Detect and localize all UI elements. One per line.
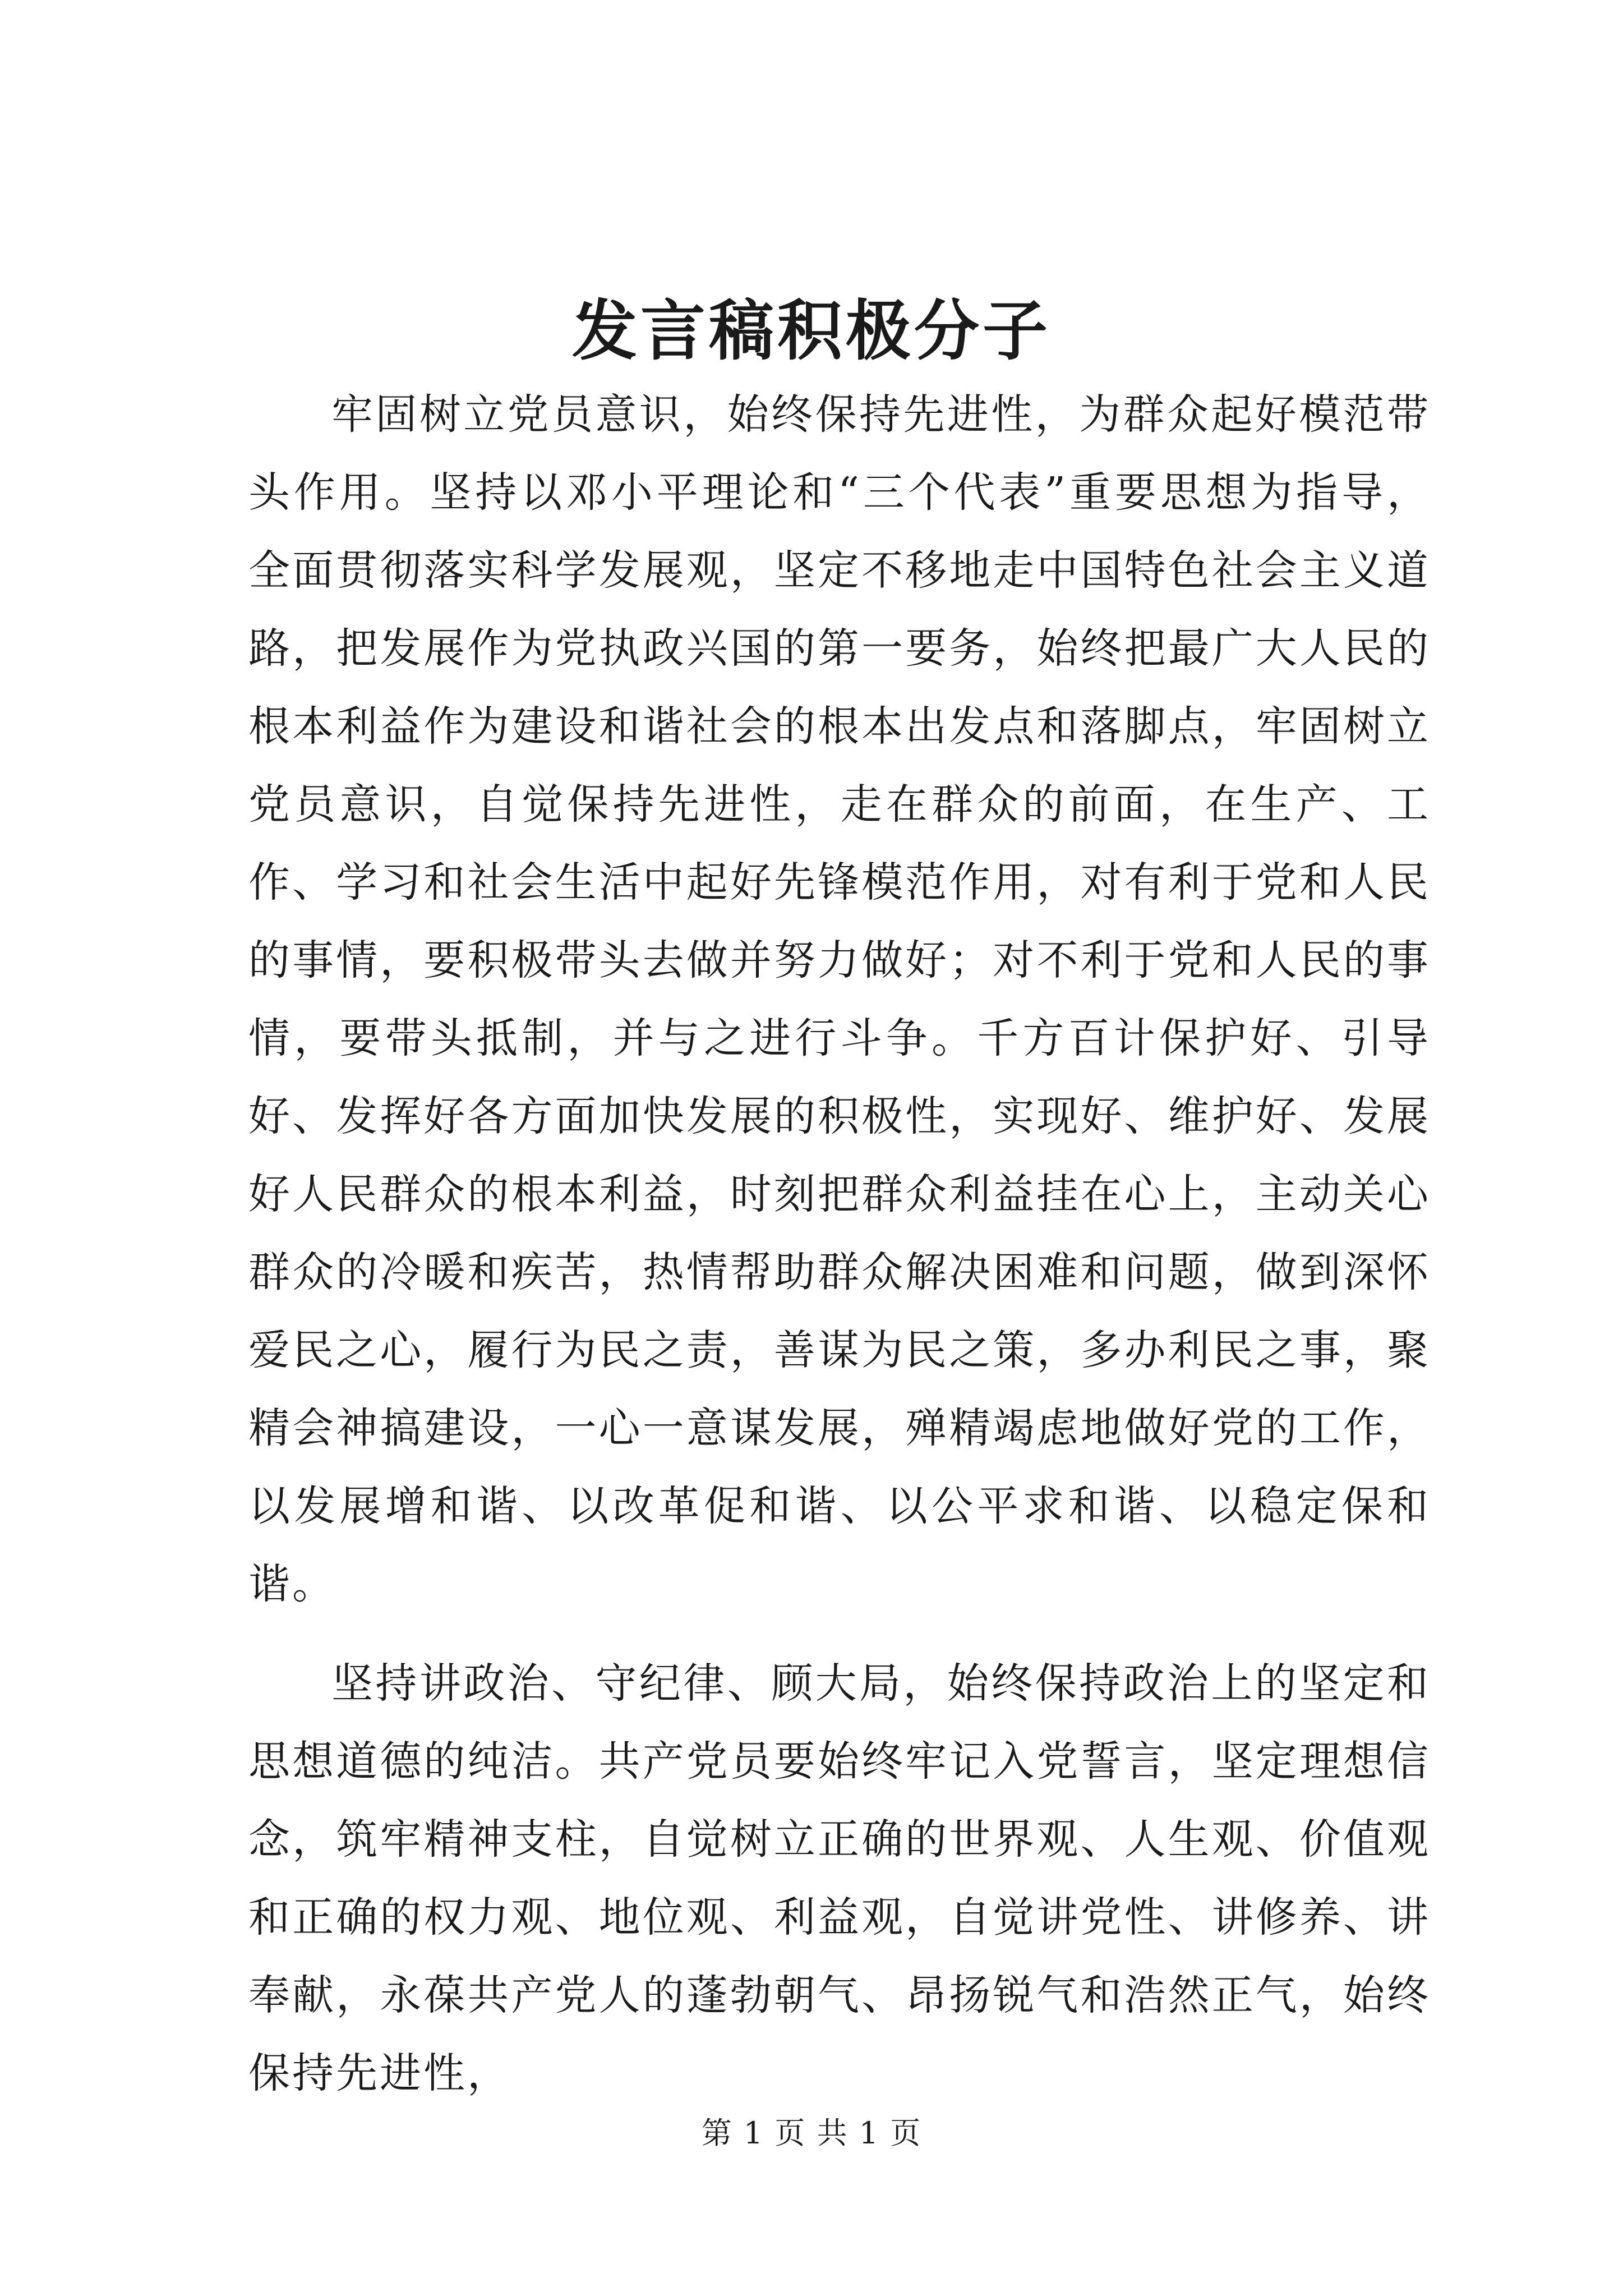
page-footer: 第 1 页 共 1 页 bbox=[701, 2115, 922, 2151]
body-paragraph-1: 牢固树立党员意识，始终保持先进性，为群众起好模范带头作用。坚持以邓小平理论和“三个代表”重要思想为指导，全面贯彻落实科学发展观，坚定不移地走中国特色社会主义道路，把发展作为党执政兴国的第一要务，始终把最广大人民的根本利益作为建设和谐社会的根本出发点和落脚点，牢固树立党员意识，自觉保持先进性，走在群众的前面，在生产、工作、学习和社会生活中起好先锋模范作用，对有利于党和人民的事情，要积极带头去做并努力做好；对不利于党和人民的事情，要带头抵制，并与之进行斗争。千方百计保护好、引导好、发挥好各方面加快发展的积极性，实现好、维护好、发展好人民群众的根本利益，时刻把群众利益挂在心上，主动关心群众的冷暖和疾苦，热情帮助群众解决困难和问题，做到深怀爱民之心，履行为民之责，善谋为民之策，多办利民之事，聚精会神搞建设，一心一意谋发展，殚精竭虑地做好党的工作，以发展增和谐、以改革促和谐、以公平求和谐、以稳定保和谐。 bbox=[248, 390, 1431, 1608]
document-title: 发言稿积极分子 bbox=[572, 293, 1051, 369]
body-paragraph-2: 坚持讲政治、守纪律、顾大局，始终保持政治上的坚定和思想道德的纯洁。共产党员要始终牢记入党誓言，坚定理想信念，筑牢精神支柱，自觉树立正确的世界观、人生观、价值观和正确的权力观、地位观、利益观，自觉讲党性、讲修养、讲奉献，永葆共产党人的蓬勃朝气、昂扬锐气和浩然正气，始终保持先进性， bbox=[248, 1659, 1431, 2097]
document-body bbox=[248, 376, 1431, 2113]
